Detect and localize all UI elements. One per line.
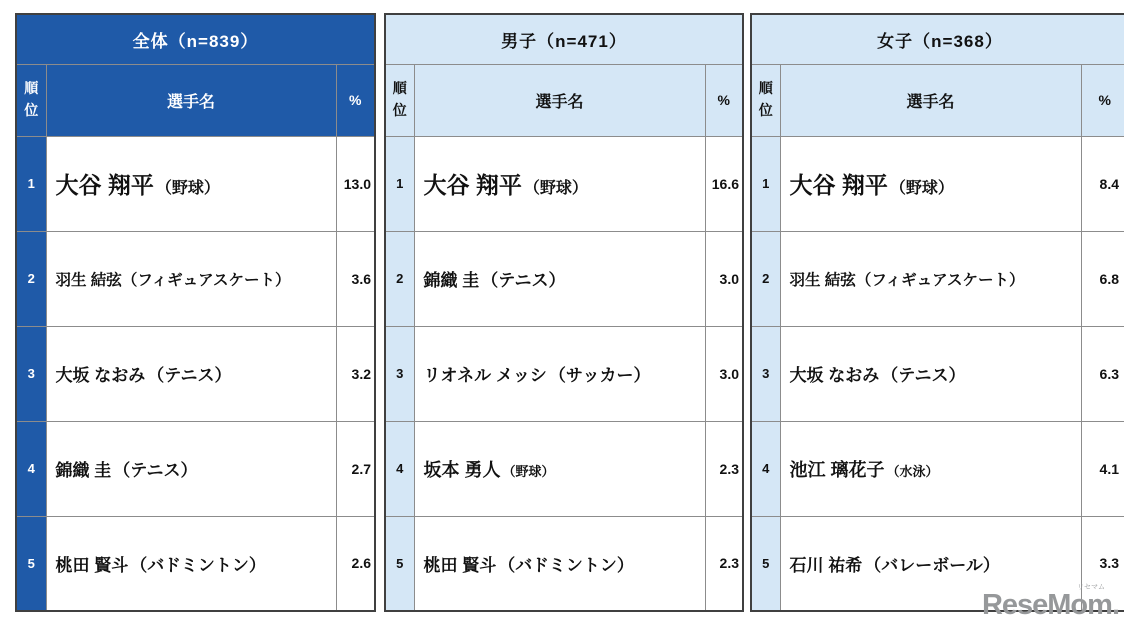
- percent-cell: 2.3: [705, 421, 743, 516]
- player-name-cell: [414, 231, 705, 326]
- player-name-cell: [780, 326, 1081, 421]
- percent-column-header: %: [1081, 64, 1124, 136]
- rank-column-header: 順位: [16, 64, 46, 136]
- rank-cell: 2: [751, 231, 780, 326]
- player-name-cell: [780, 136, 1081, 231]
- player-name: 錦織 圭: [423, 271, 480, 290]
- player-sport: （野球）: [502, 463, 555, 479]
- rank-column-header: 順位: [751, 64, 780, 136]
- player-name: 大谷 翔平: [423, 172, 522, 198]
- rank-column-header: 順位: [385, 64, 414, 136]
- player-name-cell: [46, 326, 336, 421]
- player-sport: （テニス）: [147, 366, 232, 385]
- group-header-girls: 女子（n=368）: [751, 14, 1124, 64]
- player-name: 石川 祐希: [789, 555, 863, 575]
- table-row: [385, 421, 743, 516]
- player-name-cell: [46, 516, 336, 611]
- rank-cell: 4: [16, 421, 46, 516]
- table-row: [385, 136, 743, 231]
- percent-column-header: %: [336, 64, 375, 136]
- table-row: [751, 421, 1124, 516]
- player-sport: （サッカー）: [548, 366, 651, 385]
- resemom-watermark: [981, 584, 1119, 621]
- player-name: 大坂 なおみ: [789, 366, 880, 385]
- table-row: [16, 326, 375, 421]
- ranking-table-girls: [750, 13, 1124, 612]
- rank-cell: 4: [751, 421, 780, 516]
- player-name: 坂本 勇人: [423, 459, 501, 480]
- table-row: [751, 326, 1124, 421]
- player-name-cell: [46, 421, 336, 516]
- rank-cell: 5: [385, 516, 414, 611]
- table-row: [16, 136, 375, 231]
- percent-cell: 3.2: [336, 326, 375, 421]
- rank-cell: 2: [385, 231, 414, 326]
- rank-cell: 1: [16, 136, 46, 231]
- rank-cell: 5: [16, 516, 46, 611]
- player-name: 錦織 圭: [55, 461, 112, 480]
- percent-cell: 4.1: [1081, 421, 1124, 516]
- player-name: 大坂 なおみ: [55, 366, 146, 385]
- percent-cell: 2.3: [705, 516, 743, 611]
- table-row: [385, 516, 743, 611]
- player-name-column-header: 選手名: [414, 64, 705, 136]
- resemom-watermark-text: ReseMom: [981, 589, 1112, 621]
- player-name: 桃田 賢斗: [55, 555, 129, 575]
- player-name-cell: [780, 421, 1081, 516]
- player-name-column-header: 選手名: [46, 64, 336, 136]
- player-sport: （テニス）: [481, 271, 566, 290]
- percent-column-header: %: [705, 64, 743, 136]
- player-name: 羽生 結弦: [55, 271, 122, 289]
- table-row: [385, 231, 743, 326]
- player-sport: （野球）: [889, 180, 954, 197]
- percent-cell: 3.0: [705, 326, 743, 421]
- player-name: 羽生 結弦: [789, 271, 856, 289]
- player-name: 池江 璃花子: [789, 459, 885, 480]
- percent-cell: 3.0: [705, 231, 743, 326]
- group-header-overall: 全体（n=839）: [16, 14, 375, 64]
- player-name-cell: [46, 136, 336, 231]
- table-row: [385, 326, 743, 421]
- player-sport: （フィギュアスケート）: [121, 271, 291, 289]
- player-name-cell: [414, 516, 705, 611]
- player-name: 桃田 賢斗: [423, 555, 497, 575]
- player-name-column-header: 選手名: [780, 64, 1081, 136]
- player-name-cell: [46, 231, 336, 326]
- player-name: 大谷 翔平: [789, 172, 888, 198]
- percent-cell: 3.3: [1081, 516, 1124, 611]
- table-row: [16, 421, 375, 516]
- rank-cell: 5: [751, 516, 780, 611]
- rank-cell: 1: [385, 136, 414, 231]
- player-sport: （バドミントン）: [498, 555, 634, 575]
- rank-cell: 2: [16, 231, 46, 326]
- ranking-table-boys: [384, 13, 744, 612]
- ranking-table-overall: [15, 13, 376, 612]
- percent-cell: 6.8: [1081, 231, 1124, 326]
- percent-cell: 16.6: [705, 136, 743, 231]
- percent-cell: 6.3: [1081, 326, 1124, 421]
- percent-cell: 13.0: [336, 136, 375, 231]
- player-name-cell: [414, 136, 705, 231]
- rank-cell: 3: [751, 326, 780, 421]
- player-name-cell: [414, 421, 705, 516]
- rank-cell: 3: [16, 326, 46, 421]
- percent-cell: 2.6: [336, 516, 375, 611]
- player-name: リオネル メッシ: [423, 366, 547, 385]
- resemom-watermark-suffix: .: [1111, 589, 1119, 621]
- player-sport: （テニス）: [113, 461, 198, 480]
- player-sport: （野球）: [155, 180, 220, 197]
- player-name-cell: [414, 326, 705, 421]
- table-row: [16, 516, 375, 611]
- table-row: [751, 136, 1124, 231]
- percent-cell: 2.7: [336, 421, 375, 516]
- percent-cell: 3.6: [336, 231, 375, 326]
- player-sport: （バドミントン）: [130, 555, 266, 575]
- player-name-cell: [780, 231, 1081, 326]
- player-sport: （テニス）: [881, 366, 966, 385]
- rank-cell: 1: [751, 136, 780, 231]
- resemom-watermark-ruby: リセマム: [1077, 584, 1105, 591]
- player-sport: （水泳）: [886, 463, 939, 479]
- player-name: 大谷 翔平: [55, 172, 154, 198]
- player-sport: （フィギュアスケート）: [855, 271, 1025, 289]
- group-header-boys: 男子（n=471）: [385, 14, 743, 64]
- rank-cell: 3: [385, 326, 414, 421]
- percent-cell: 8.4: [1081, 136, 1124, 231]
- table-row: [16, 231, 375, 326]
- player-sport: （バレーボール）: [864, 555, 1000, 575]
- table-row: [751, 231, 1124, 326]
- rank-cell: 4: [385, 421, 414, 516]
- player-sport: （野球）: [523, 180, 588, 197]
